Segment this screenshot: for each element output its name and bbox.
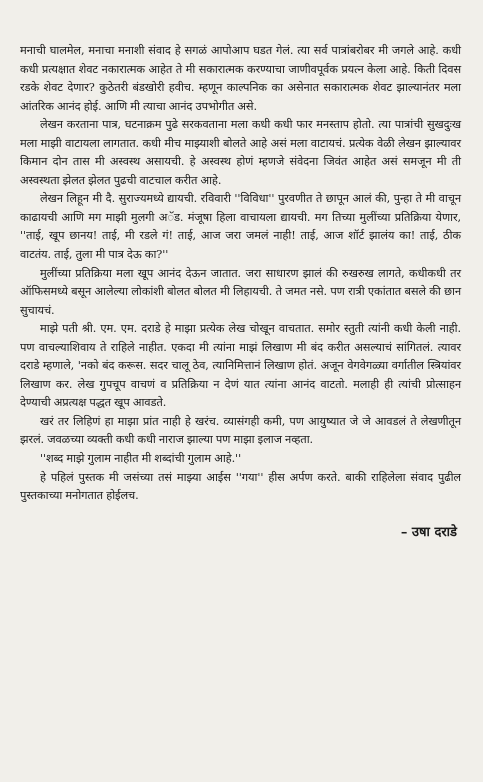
paragraph-2: लेखन करताना पात्र, घटनाक्रम पुढे सरकवताना मला कधी कधी फार मनस्ताप होतो. त्या पात्रांची सुखदुःख मला माझी वाटायला लागतात. कधी मीच माझ्याशी बोलते आहे असं मला वाटायचं. प्रत्येक वेळी लेखन झाल्यावर किमान दोन तास मी अस्वस्थ असायची. हे अस्वस्थ होणं म्हणजे संवेदना जिवंत आहेत असं समजून मी ती अस्वस्थता झेलत झेलत पुढची वाटचाल करीत आहे. bbox=[20, 118, 461, 187]
paragraph-6: खरं तर लिहिणं हा माझा प्रांत नाही हे खरंच. व्यासंगही कमी, पण आयुष्यात जे जे आवडलं ते लेखणीतून झरलं. जवळच्या व्यक्ती कधी कधी नाराज झाल्या पण माझा इलाज नव्हता. bbox=[20, 414, 461, 447]
author-signature: – उषा दराडे bbox=[400, 524, 457, 540]
paragraph-5: माझे पती श्री. एम. एम. दराडे हे माझा प्रत्येक लेख चोखून वाचतात. समोर स्तुती त्यांनी कधी केली नाही. पण वाचल्याशिवाय ते राहिले नाहीत. एकदा मी त्यांना माझं लिखाण मी बंद करीत असल्याचं सांगितलं. त्यावर दराडे म्हणाले, 'नको बंद करूस. सदर चालू ठेव, त्यानिमित्तानं लिखाण होतं. अजून वेगवेगळ्या वर्गातील स्त्रियांवर लिखाण कर. लेख गुपचूप वाचणं व प्रतिक्रिया न देणं यात त्यांना आनंद वाटतो. मलाही ही त्यांची प्रोत्साहन देण्याची अप्रत्यक्ष पद्धत खूप आवडते. bbox=[20, 322, 461, 410]
paragraph-1: मनाची घालमेल, मनाचा मनाशी संवाद हे सगळं आपोआप घडत गेलं. त्या सर्व पात्रांबरोबर मी जगले आहे. कधी कधी प्रत्यक्षात शेवट नकारात्मक आहेत ते मी सकारात्मक करण्याचा जाणीवपूर्वक प्रयत्न केला आहे. किती दिवस रडके शेवट देणार? कुठेतरी बंडखोरी हवीच. म्हणून काल्पनिक का असेनात सकारात्मक शेवट झाल्यानंतर मला आंतरिक आनंद होई. आणि मी त्याचा आनंद उपभोगीत असे. bbox=[20, 44, 461, 113]
paragraph-3: लेखन लिहून मी दै. सुराज्यमध्ये द्यायची. रविवारी ''विविधा'' पुरवणीत ते छापून आलं की, पुन्हा ते मी वाचून काढायची आणि मग माझी मुलगी अॅड. मंजूषा हिला वाचायला द्यायची. मग तिच्या मुलींच्या प्रतिक्रिया येणार, ''ताई, खूप छानय! ताई, मी रडले गं! ताई, आज जरा जमलं नाही! ताई, आज शॉर्ट झालंय का! ताई, ठीक वाटतंय. ताई, तुला मी पात्र देऊ का?'' bbox=[20, 192, 461, 262]
paragraph-4: मुलींच्या प्रतिक्रिया मला खूप आनंद देऊन जातात. जरा साधारण झालं की रुखरुख लागते, कधीकधी तर ऑफिसमध्ये बसून आलेल्या लोकांशी बोलत बोलत मी लिहायची. ते जमत नसे. पण रात्री एकांतात बसले की छान सुचायचं. bbox=[20, 266, 461, 317]
quote-line: ''शब्द माझे गुलाम नाहीत मी शब्दांची गुलाम आहे.'' bbox=[40, 452, 242, 466]
paragraph-8: हे पहिलं पुस्तक मी जसंच्या तसं माझ्या आईस ''गया'' हीस अर्पण करते. बाकी राहिलेला संवाद पुढील पुस्तकाच्या मनोगतात होईलच. bbox=[20, 470, 461, 503]
